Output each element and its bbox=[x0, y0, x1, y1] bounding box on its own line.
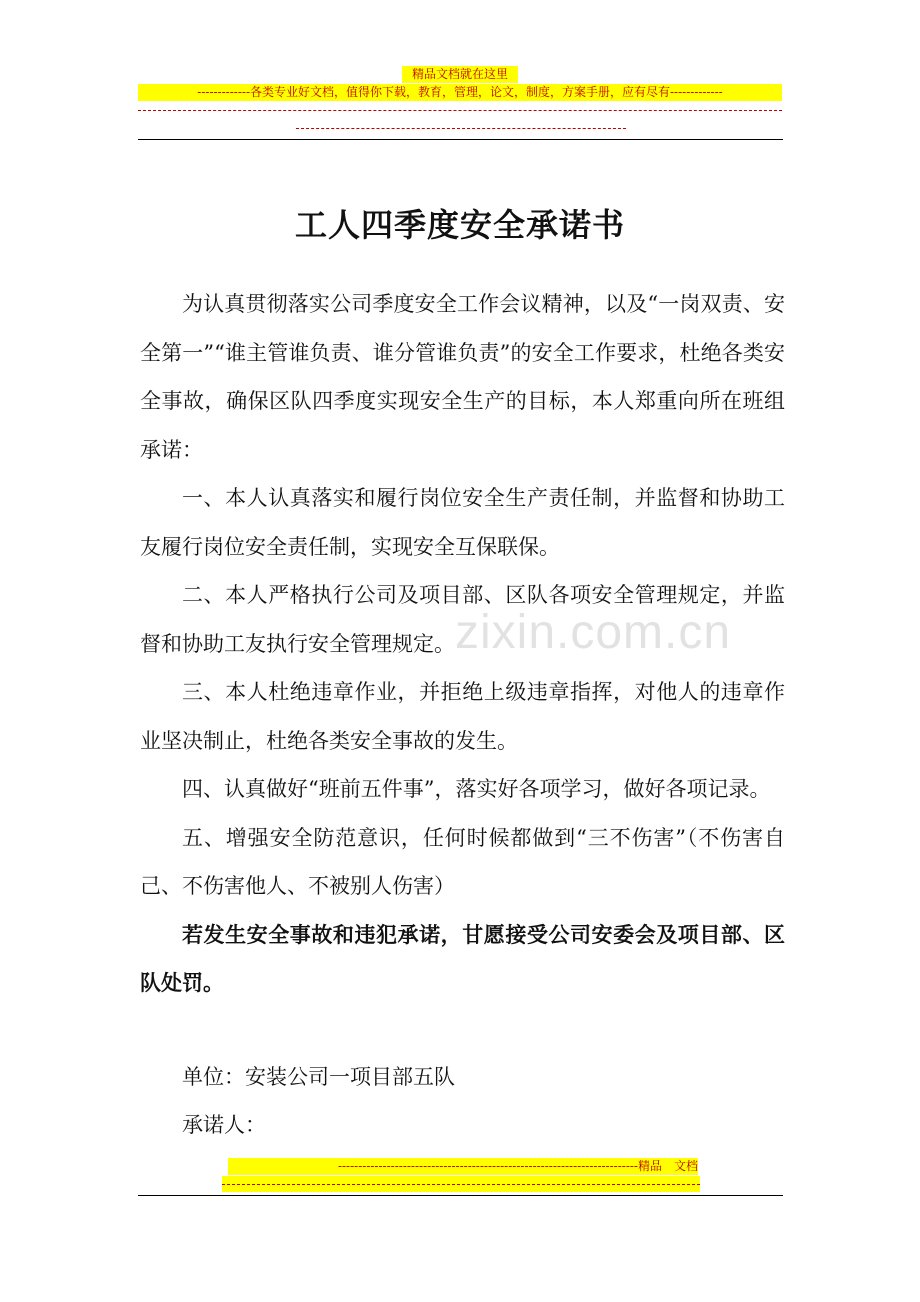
promisor-line: 承诺人： bbox=[182, 1113, 266, 1137]
header-banner-tagline: -------------各类专业好文档，值得你下载，教育，管理，论文，制度，方案手册，应有尽有------------- bbox=[138, 84, 782, 101]
commitment-2: 二、本人严格执行公司及项目部、区队各项安全管理规定，并监督和协助工友执行安全管理规定。 bbox=[140, 583, 785, 656]
penalty-statement: 若发生安全事故和违犯承诺，甘愿接受公司安委会及项目部、区队处罚。 bbox=[140, 921, 785, 995]
footer-banner-dashes bbox=[222, 1176, 700, 1192]
header-rule bbox=[138, 139, 783, 140]
intro-paragraph: 为认真贯彻落实公司季度安全工作会议精神，以及“一岗双责、安全第一”“谁主管谁负责、谁分管谁负责”的安全工作要求，杜绝各类安全事故，确保区队四季度实现安全生产的目标，本人郑重向所在班组承诺： bbox=[140, 292, 785, 462]
header-dashed-divider-short bbox=[296, 128, 626, 129]
unit-line: 单位：安装公司一项目部五队 bbox=[182, 1065, 455, 1089]
commitment-3: 三、本人杜绝违章作业，并拒绝上级违章指挥，对他人的违章作业坚决制止，杜绝各类安全事故的发生。 bbox=[140, 680, 785, 753]
header-dashed-divider bbox=[138, 110, 782, 111]
commitment-4: 四、认真做好“班前五件事”，落实好各项学习，做好各项记录。 bbox=[182, 777, 771, 801]
watermark: zixin.com.cn bbox=[455, 606, 732, 659]
document-title: 工人四季度安全承诺书 bbox=[294, 206, 625, 244]
header-banner-title: 精品文档就在这里 bbox=[402, 66, 518, 83]
commitment-5: 五、增强安全防范意识，任何时候都做到“三不伤害”（不伤害自己、不伤害他人、不被别人伤害） bbox=[140, 825, 785, 898]
footer-banner-label: --------------------------------------------------------------------------精品 文档 bbox=[228, 1158, 698, 1175]
footer-rule bbox=[138, 1195, 783, 1196]
commitment-1: 一、本人认真落实和履行岗位安全生产责任制，并监督和协助工友履行岗位安全责任制，实现安全互保联保。 bbox=[140, 486, 785, 559]
